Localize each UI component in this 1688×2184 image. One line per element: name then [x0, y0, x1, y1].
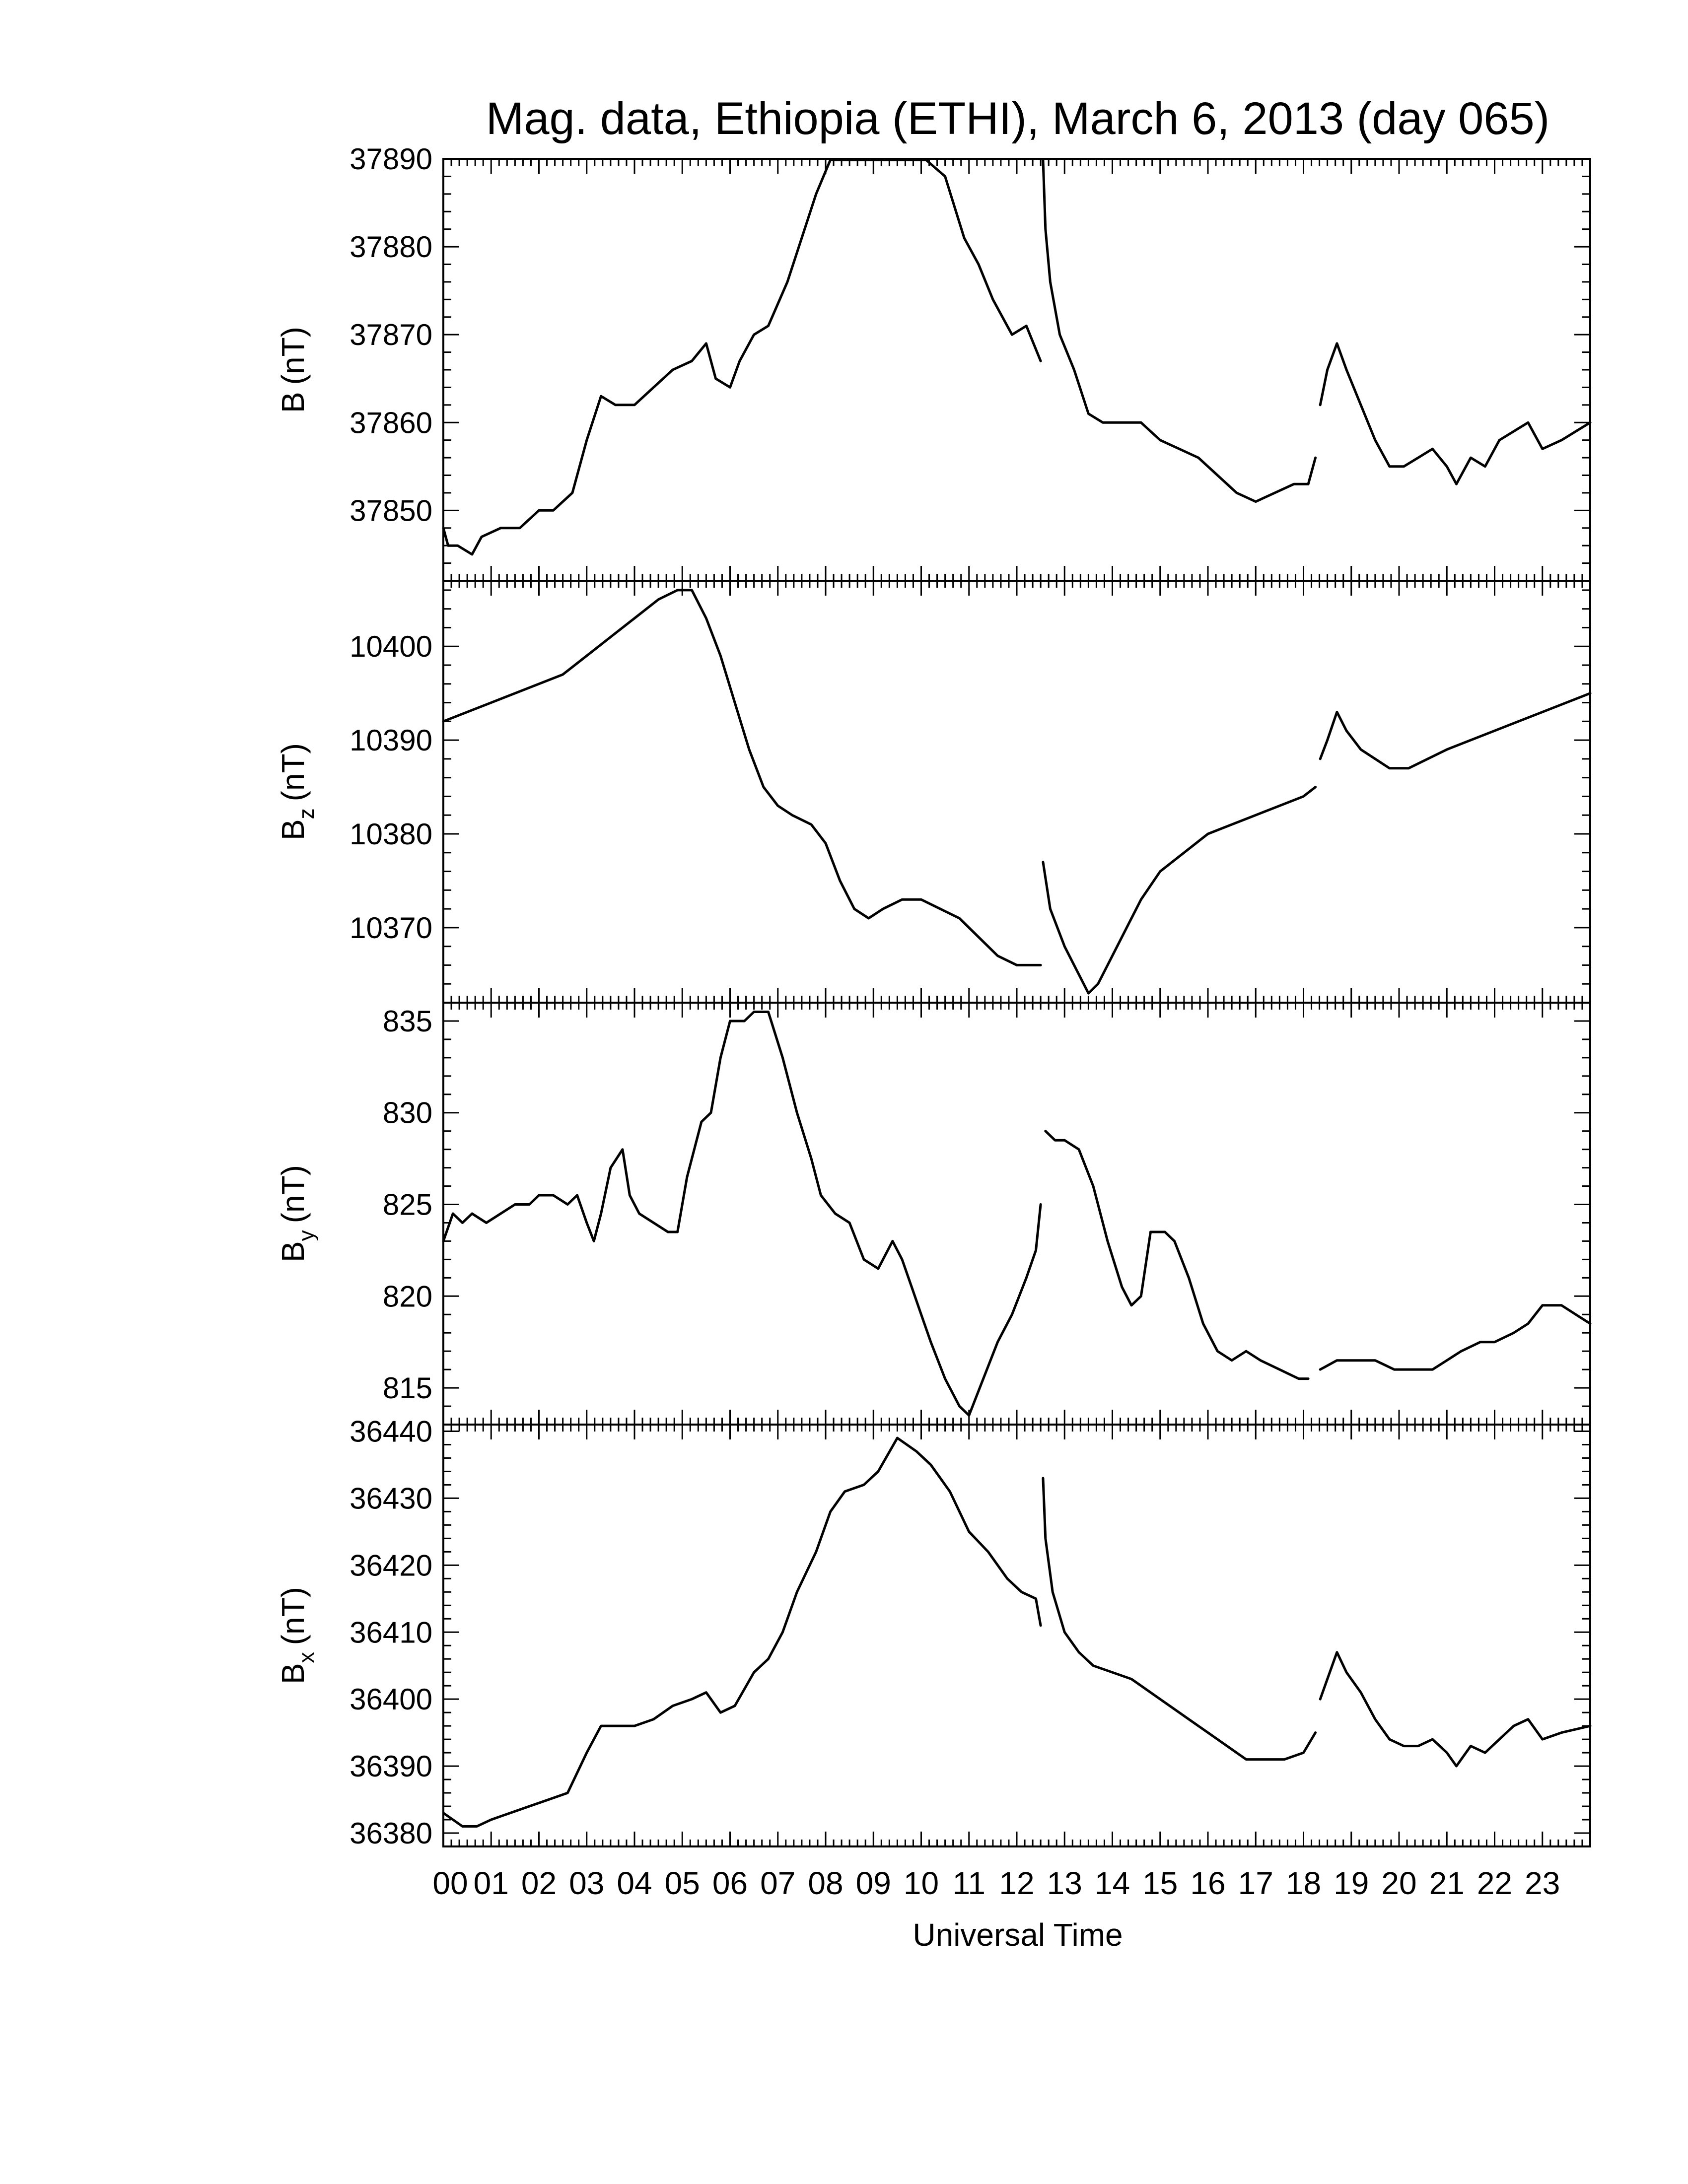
y-tick-label: 820	[382, 1280, 432, 1313]
x-tick-label: 20	[1381, 1865, 1417, 1901]
y-axis-label-unit: (nT)	[275, 1587, 311, 1645]
y-tick-label: 36420	[350, 1549, 432, 1582]
y-tick-label: 37890	[350, 142, 432, 176]
y-tick-label: 825	[382, 1188, 432, 1222]
x-tick-label: 11	[952, 1865, 985, 1901]
x-tick-label: 21	[1429, 1865, 1465, 1901]
x-tick-label: 01	[473, 1865, 509, 1901]
x-tick-label: 05	[664, 1865, 700, 1901]
y-tick-label: 36400	[350, 1683, 432, 1716]
x-tick-label: 15	[1142, 1865, 1178, 1901]
x-tick-label: 13	[1047, 1865, 1082, 1901]
y-tick-label: 36380	[350, 1817, 432, 1850]
x-tick-label: 19	[1334, 1865, 1369, 1901]
y-tick-label: 36440	[350, 1415, 432, 1448]
y-tick-label: 37880	[350, 230, 432, 264]
y-axis-label-subscript: x	[294, 1652, 319, 1663]
x-tick-label: 03	[569, 1865, 605, 1901]
y-tick-label: 36390	[350, 1750, 432, 1783]
y-axis-label-symbol: B	[275, 819, 311, 840]
x-tick-label: 02	[521, 1865, 557, 1901]
chart-title: Mag. data, Ethiopia (ETHI), March 6, 2013 (day 065)	[486, 93, 1550, 144]
y-tick-label: 37870	[350, 318, 432, 352]
y-tick-label: 10380	[350, 818, 432, 851]
y-tick-label: 10390	[350, 724, 432, 757]
y-tick-label: 10370	[350, 911, 432, 945]
y-tick-label: 830	[382, 1096, 432, 1130]
x-tick-label: 14	[1094, 1865, 1130, 1901]
y-axis-label-unit: (nT)	[275, 327, 311, 385]
x-tick-label: 23	[1525, 1865, 1560, 1901]
x-tick-label: 08	[808, 1865, 844, 1901]
y-axis-label-unit: (nT)	[275, 743, 311, 802]
x-tick-label: 10	[903, 1865, 939, 1901]
y-axis-label-subscript: z	[294, 808, 319, 819]
y-tick-label: 815	[382, 1371, 432, 1405]
y-axis-label-symbol: B	[275, 1241, 311, 1262]
y-tick-label: 37850	[350, 494, 432, 528]
y-axis-label	[275, 327, 311, 413]
y-tick-label: 37860	[350, 406, 432, 440]
y-tick-label: 36430	[350, 1482, 432, 1515]
y-axis-label-subscript: y	[294, 1230, 319, 1241]
x-tick-label: 22	[1477, 1865, 1513, 1901]
x-tick-label: 16	[1190, 1865, 1226, 1901]
y-tick-label: 36410	[350, 1616, 432, 1649]
y-axis-label-unit: (nT)	[275, 1165, 311, 1224]
x-axis-label: Universal Time	[913, 1917, 1123, 1953]
x-tick-label: 18	[1285, 1865, 1322, 1901]
x-tick-label: 07	[760, 1865, 796, 1901]
x-tick-label: 17	[1238, 1865, 1273, 1901]
y-tick-label: 835	[382, 1004, 432, 1038]
y-axis-label-symbol: B	[275, 1663, 311, 1684]
x-tick-label: 12	[999, 1865, 1035, 1901]
x-tick-label: 09	[855, 1865, 891, 1901]
x-tick-label: 00	[432, 1865, 468, 1901]
y-axis-label-symbol: B	[275, 392, 311, 413]
x-tick-label: 06	[712, 1865, 748, 1901]
x-tick-label: 04	[617, 1865, 652, 1901]
y-tick-label: 10400	[350, 630, 432, 664]
